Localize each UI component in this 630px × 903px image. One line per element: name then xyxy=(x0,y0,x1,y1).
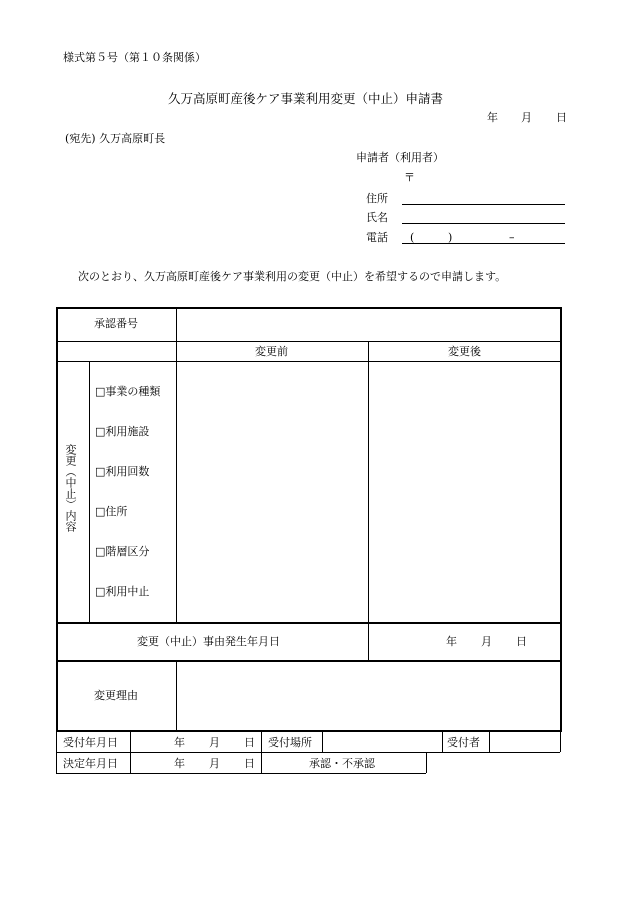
before-content-field[interactable] xyxy=(178,363,367,621)
phone-paren-close: ) xyxy=(448,231,453,244)
received-place-label: 受付場所 xyxy=(268,736,312,749)
decided-date-label: 決定年月日 xyxy=(63,757,118,770)
approval-number-field[interactable] xyxy=(178,309,559,340)
option-cancel-use[interactable]: □利用中止 xyxy=(95,585,150,598)
date-month: 月 xyxy=(521,111,532,124)
name-label: 氏名 xyxy=(366,211,388,224)
date-year: 年 xyxy=(487,111,498,124)
received-year: 年 xyxy=(174,736,185,749)
address-label: 住所 xyxy=(366,192,388,205)
postal-mark: 〒 xyxy=(404,171,415,184)
intro-text: 次のとおり、久万高原町産後ケア事業利用の変更（中止）を希望するので申請します。 xyxy=(78,270,507,283)
reason-label: 変更理由 xyxy=(94,689,138,702)
change-content-label: 変更（中止）内容 xyxy=(64,444,77,532)
after-content-field[interactable] xyxy=(370,363,559,621)
before-header: 変更前 xyxy=(255,345,288,358)
addressee: (宛先) 久万高原町長 xyxy=(65,132,166,145)
event-date-label: 変更（中止）事由発生年月日 xyxy=(137,635,280,648)
after-header: 変更後 xyxy=(448,345,481,358)
name-field[interactable] xyxy=(402,223,565,224)
option-address[interactable]: □住所 xyxy=(95,505,128,518)
event-date-month: 月 xyxy=(481,635,492,648)
phone-label: 電話 xyxy=(366,231,388,244)
date-day: 日 xyxy=(556,111,567,124)
applicant-heading: 申請者（利用者） xyxy=(356,151,444,164)
form-number: 様式第５号（第１０条関係） xyxy=(63,51,206,64)
reason-field[interactable] xyxy=(178,663,559,729)
approval-number-label: 承認番号 xyxy=(94,317,138,330)
option-income-bracket[interactable]: □階層区分 xyxy=(95,545,150,558)
option-usage-count[interactable]: □利用回数 xyxy=(95,465,150,478)
approval-status: 承認・不承認 xyxy=(309,757,375,770)
receiver-label: 受付者 xyxy=(447,736,480,749)
received-month: 月 xyxy=(209,736,220,749)
phone-paren-open: ( xyxy=(410,231,415,244)
decided-year: 年 xyxy=(174,757,185,770)
option-business-type[interactable]: □事業の種類 xyxy=(95,385,161,398)
address-field[interactable] xyxy=(402,204,565,205)
phone-field[interactable] xyxy=(402,243,565,244)
event-date-year: 年 xyxy=(446,635,457,648)
page-title: 久万高原町産後ケア事業利用変更（中止）申請書 xyxy=(168,91,444,106)
decided-month: 月 xyxy=(209,757,220,770)
option-facility[interactable]: □利用施設 xyxy=(95,425,150,438)
phone-dash: – xyxy=(509,231,515,244)
decided-day: 日 xyxy=(244,757,255,770)
received-date-label: 受付年月日 xyxy=(63,736,118,749)
event-date-day: 日 xyxy=(516,635,527,648)
received-day: 日 xyxy=(244,736,255,749)
